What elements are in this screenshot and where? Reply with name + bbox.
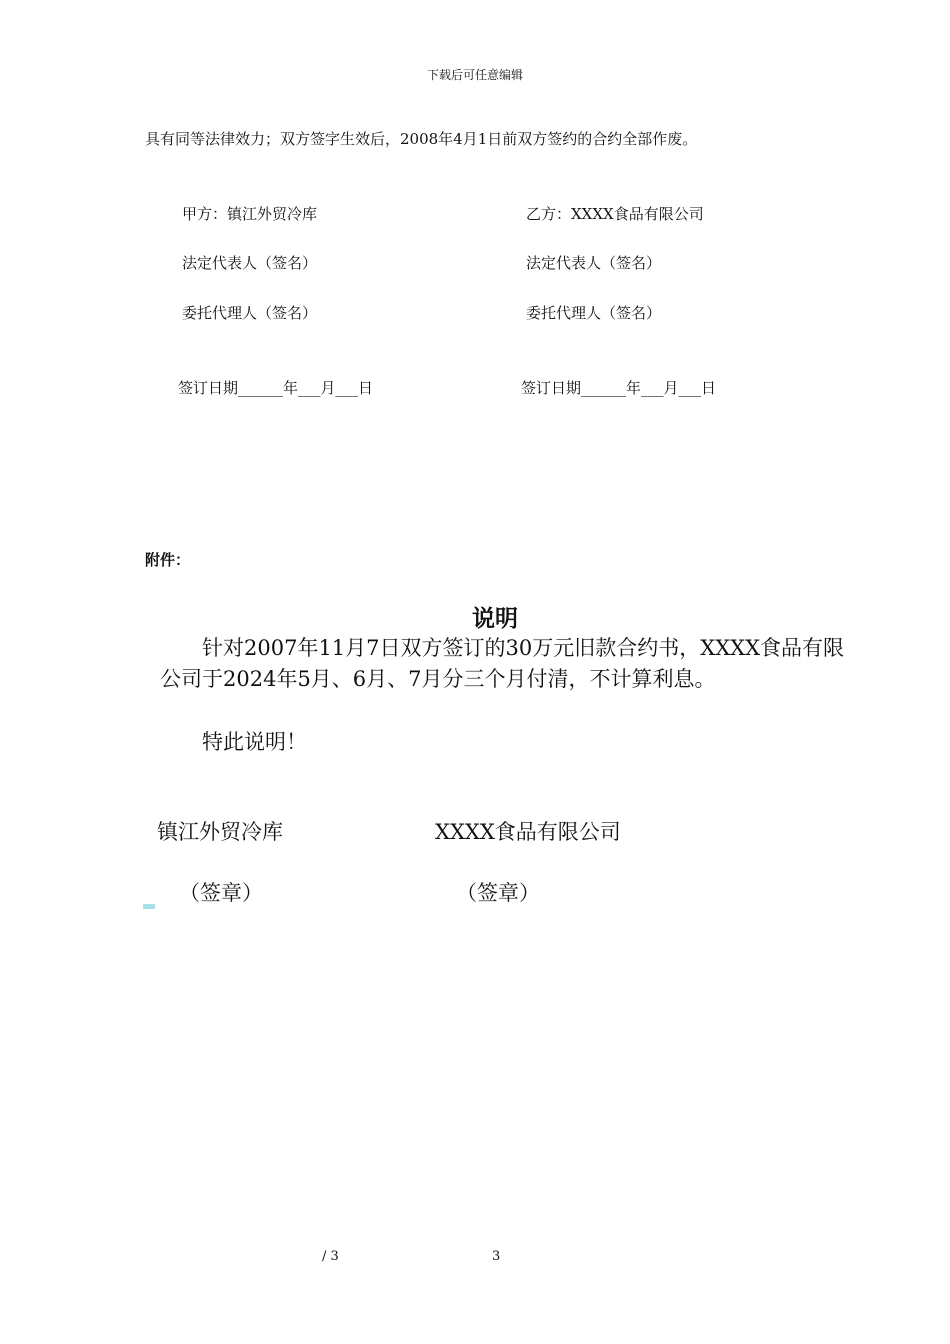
party-b-sign-date: 签订日期______年___月___日 <box>521 379 717 397</box>
signer-b: XXXX食品有限公司 <box>435 820 621 844</box>
intro-line: 具有同等法律效力；双方签字生效后，2008年4月1日前双方签约的合约全部作废。 <box>145 130 698 148</box>
seal-b: （签章） <box>456 881 540 905</box>
party-a-agent: 委托代理人（签名） <box>182 304 318 322</box>
party-a-legal-rep: 法定代表人（签名） <box>182 254 318 272</box>
party-b-name: 乙方：XXXX食品有限公司 <box>526 205 704 223</box>
explanation-body-text: 针对2007年11月7日双方签订的30万元旧款合约书，XXXX食品有限公司于2024年5月、6月、7月分三个月付清，不计算利息。 <box>160 636 845 691</box>
seal-a: （签章） <box>179 881 263 905</box>
highlight-mark <box>143 904 155 909</box>
explanation-title: 说明 <box>472 605 518 632</box>
signer-a: 镇江外贸冷库 <box>157 820 283 844</box>
party-b-legal-rep: 法定代表人（签名） <box>526 254 662 272</box>
explanation-closing: 特此说明！ <box>202 730 307 754</box>
footer-page-number: 3 <box>492 1249 501 1264</box>
page-header: 下载后可任意编辑 <box>426 68 523 82</box>
party-a-name: 甲方：镇江外贸冷库 <box>182 205 318 223</box>
party-a-sign-date: 签订日期______年___月___日 <box>178 379 374 397</box>
explanation-body <box>160 633 860 695</box>
party-b-agent: 委托代理人（签名） <box>526 304 662 322</box>
footer-page-total: / 3 <box>322 1249 339 1264</box>
attachment-label: 附件： <box>145 551 191 569</box>
